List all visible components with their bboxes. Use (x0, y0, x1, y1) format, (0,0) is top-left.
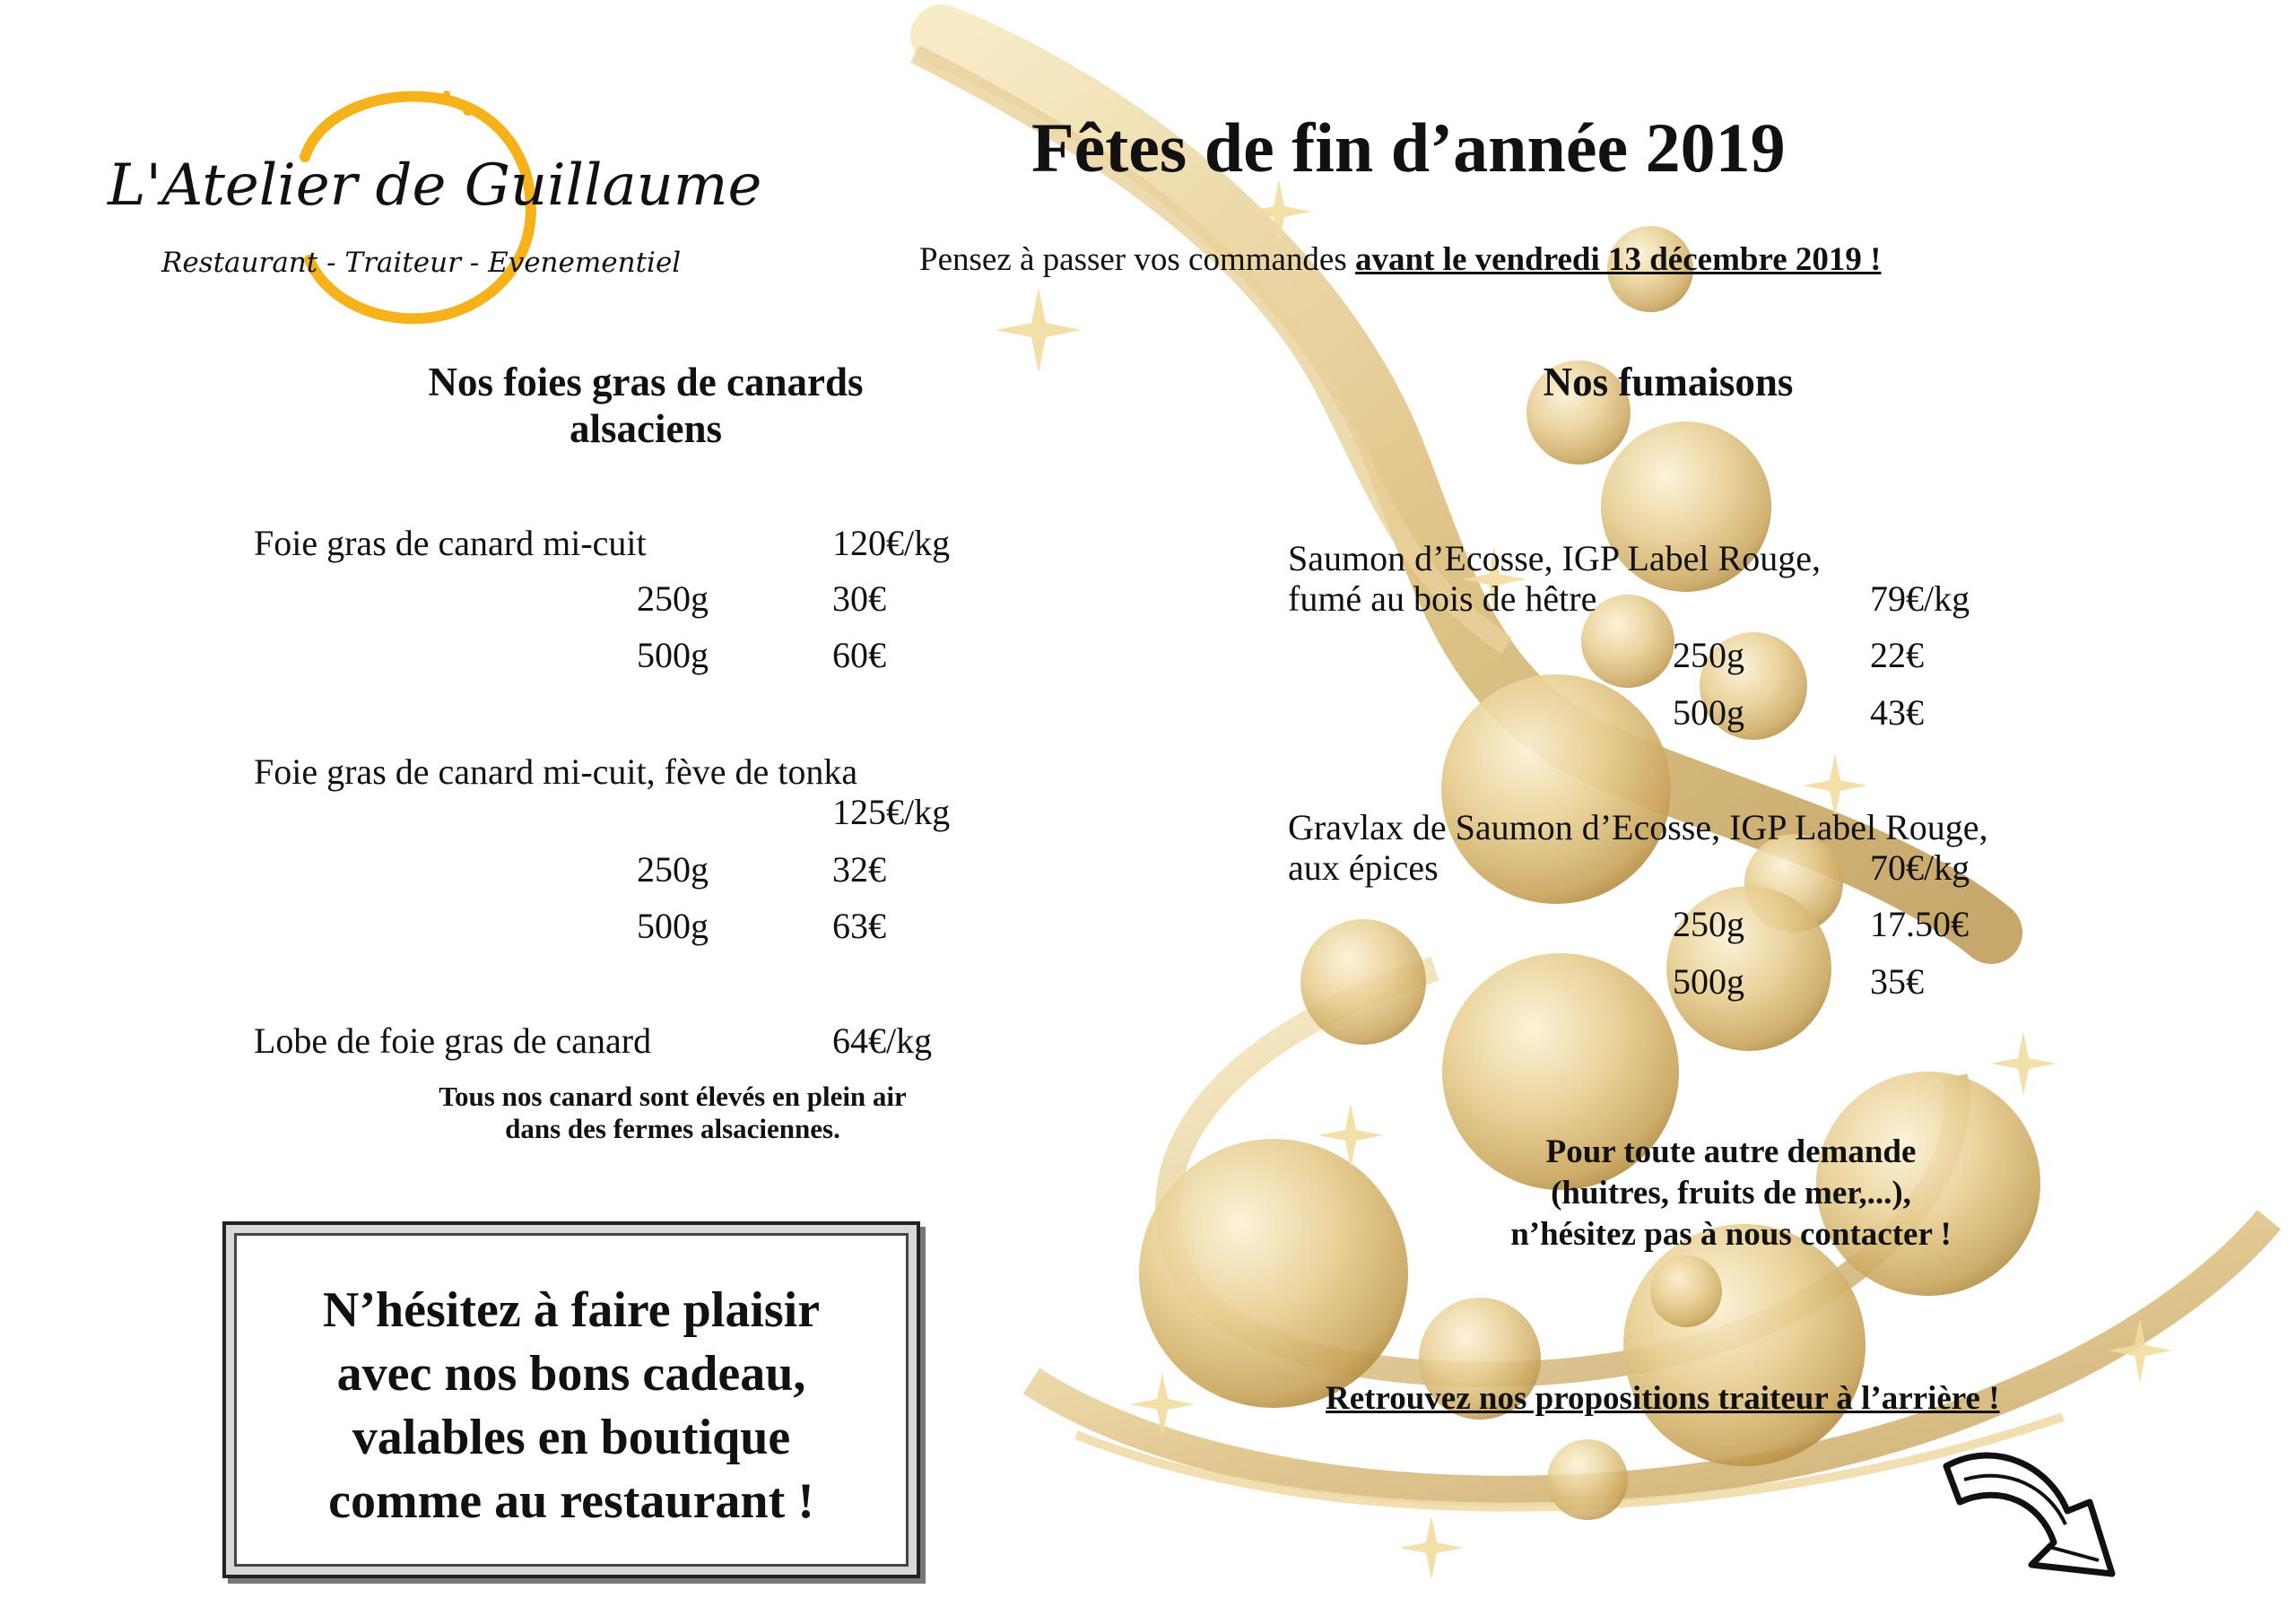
duck-origin-note (359, 1081, 987, 1145)
size-weight: 250g (1673, 904, 1744, 944)
order-deadline: avant le vendredi 13 décembre 2019 ! (1355, 241, 1882, 278)
size-price: 60€ (832, 635, 886, 675)
fumaison-item-name: fumé au bois de hêtre (1288, 578, 1597, 619)
gift-voucher-line4: comme au restaurant ! (328, 1473, 814, 1529)
foie-gras-item-name: Foie gras de canard mi-cuit, fève de tonka (254, 751, 858, 792)
logo (108, 67, 762, 336)
contact-note-line1: Pour toute autre demande (1545, 1133, 1917, 1170)
foie-gras-item-name: Lobe de foie gras de canard (254, 1020, 652, 1061)
foie-gras-heading (377, 359, 915, 452)
size-weight: 250g (1673, 635, 1744, 675)
size-weight: 500g (1673, 961, 1744, 1002)
size-price: 22€ (1870, 635, 1924, 675)
gift-voucher-text (253, 1279, 890, 1533)
fumaison-item-price: 79€/kg (1870, 578, 1970, 619)
foie-gras-item-name: Foie gras de canard mi-cuit (254, 523, 647, 563)
gift-voucher-line3: valables en boutique (352, 1410, 791, 1465)
order-prefix: Pensez à passer vos commandes (919, 241, 1356, 278)
size-price: 17.50€ (1870, 904, 1969, 944)
contact-note-line2: (huitres, fruits de mer,...), (1551, 1175, 1911, 1211)
foie-gras-item-price: 64€/kg (832, 1020, 933, 1061)
fumaison-item-price: 70€/kg (1870, 847, 1970, 888)
contact-note-line3: n’hésitez pas à nous contacter ! (1510, 1216, 1952, 1253)
size-weight: 500g (637, 906, 709, 946)
size-price: 35€ (1870, 961, 1924, 1002)
page-title: Fêtes de fin d’année 2019 (1031, 109, 1786, 187)
fumaison-item-name: aux épices (1288, 847, 1439, 888)
foie-gras-item-price: 120€/kg (832, 523, 951, 563)
fumaisons-heading: Nos fumaisons (1543, 360, 1794, 404)
curved-arrow-icon (1933, 1439, 2144, 1596)
size-price: 32€ (832, 849, 886, 890)
size-price: 63€ (832, 906, 886, 946)
brand-tagline: Restaurant - Traiteur - Evenementiel (161, 247, 682, 279)
fumaison-item-name: Saumon d’Ecosse, IGP Label Rouge, (1288, 538, 1821, 578)
contact-note (1399, 1132, 2063, 1255)
back-side-note: Retrouvez nos propositions traiteur à l’arrière ! (1326, 1380, 2000, 1417)
size-price: 30€ (832, 578, 886, 619)
foie-gras-heading-line2: alsaciens (569, 406, 722, 451)
foie-gras-item-price: 125€/kg (832, 792, 951, 832)
gift-voucher-line1: N’hésitez à faire plaisir (322, 1282, 821, 1338)
order-reminder (919, 240, 1881, 279)
size-weight: 250g (637, 578, 709, 619)
size-price: 43€ (1870, 692, 1924, 733)
size-weight: 500g (637, 635, 709, 675)
size-weight: 250g (637, 849, 709, 890)
duck-origin-note-line2: dans des fermes alsaciennes. (505, 1113, 840, 1144)
brand-name: L'Atelier de Guillaume (108, 152, 762, 219)
duck-origin-note-line1: Tous nos canard sont élevés en plein air (439, 1081, 907, 1112)
gift-voucher-line2: avec nos bons cadeau, (336, 1346, 806, 1402)
fumaison-item-name: Gravlax de Saumon d’Ecosse, IGP Label Rouge, (1288, 807, 1988, 847)
foie-gras-heading-line1: Nos foies gras de canards (428, 360, 864, 404)
gift-voucher-box (222, 1221, 920, 1578)
size-weight: 500g (1673, 692, 1744, 733)
